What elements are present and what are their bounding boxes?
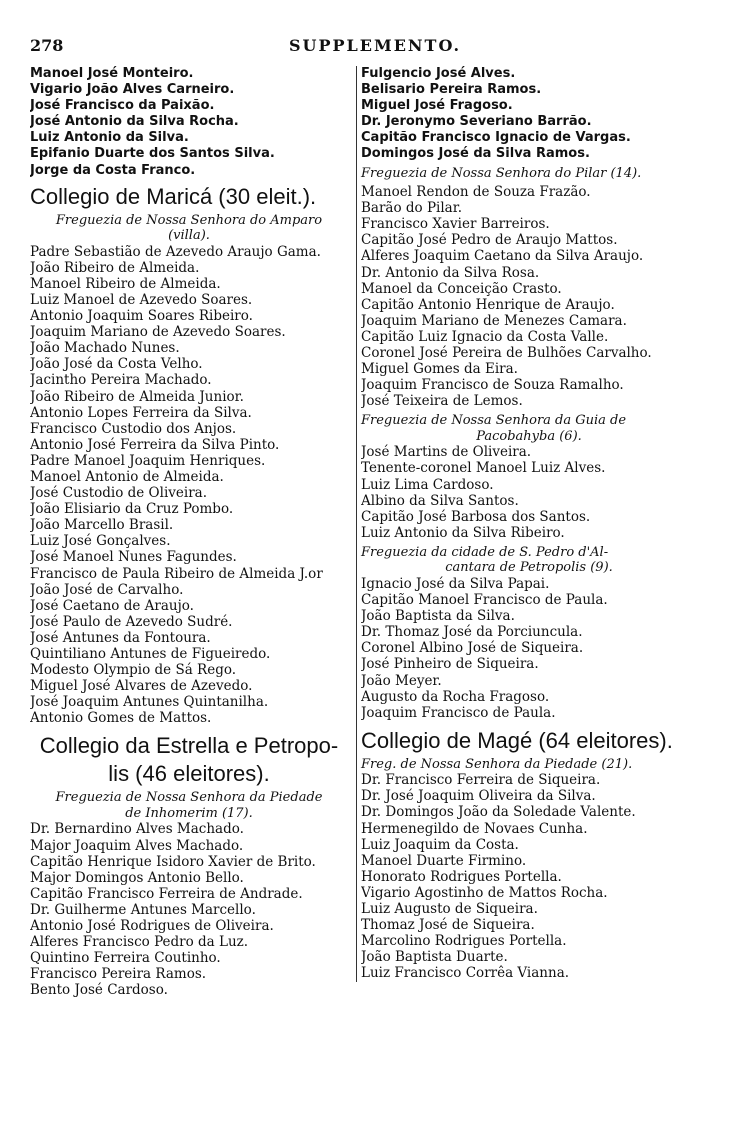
list-item: Manoel Ribeiro de Almeida. [30, 275, 221, 292]
list-item: Dr. Thomaz José da Porciuncula. [361, 624, 583, 641]
right-column [356, 66, 697, 982]
list-item: Antonio Joaquim Soares Ribeiro. [30, 308, 253, 325]
list-item: Dr. Guilherme Antunes Marcello. [30, 901, 256, 918]
list-item: Thomaz José de Siqueira. [361, 917, 535, 934]
page-number: 278 [30, 36, 64, 55]
list-item: Joaquim Francisco de Souza Ramalho. [361, 377, 624, 394]
list-item: Jacintho Pereira Machado. [30, 372, 212, 389]
list-item: Antonio José Rodrigues de Oliveira. [30, 918, 274, 935]
list-item: Manoel da Conceição Crasto. [361, 280, 562, 297]
list-item: Belisario Pereira Ramos. [361, 82, 542, 98]
list-item: João Baptista da Silva. [361, 608, 515, 625]
parish-heading-petropolis: Freguezia da cidade de S. Pedro d'Al- [361, 544, 609, 560]
list-item: João Elisiario da Cruz Pombo. [30, 501, 234, 518]
list-item: Alferes Joaquim Caetano da Silva Araujo. [361, 248, 644, 265]
name-list-estrella [30, 821, 348, 998]
list-item: José Francisco da Paixão. [30, 98, 215, 114]
left-column [30, 66, 348, 999]
list-item: Dr. Jeronymo Severiano Barrão. [361, 114, 592, 130]
section-heading-marica: Collegio de Maricá (30 eleit.). [30, 183, 317, 209]
list-item: José Paulo de Azevedo Sudré. [30, 613, 233, 630]
list-item: Dr. Antonio da Silva Rosa. [361, 264, 540, 281]
list-item: Fulgencio José Alves. [361, 66, 516, 81]
list-item: Dr. Bernardino Alves Machado. [30, 821, 244, 838]
list-item: Honorato Rodrigues Portella. [361, 868, 562, 885]
parish-heading-guia: Freguezia de Nossa Senhora da Guia de [361, 413, 627, 429]
list-item: João José de Carvalho. [30, 581, 184, 598]
list-item: Capitão Antonio Henrique de Araujo. [361, 296, 615, 313]
list-item: Capitão Henrique Isidoro Xavier de Brito. [30, 853, 316, 870]
list-item: Bento José Cardoso. [30, 982, 168, 999]
list-item: Vigario Agostinho de Mattos Rocha. [361, 884, 608, 901]
parish-heading-petropolis-cont: cantara de Petropolis (9). [445, 560, 613, 576]
list-item: José Caetano de Araujo. [30, 597, 194, 614]
list-item: Dr. José Joaquim Oliveira da Silva. [361, 788, 596, 805]
intro-list-left [30, 66, 348, 179]
list-item: José Custodio de Oliveira. [30, 485, 207, 502]
list-item: José Manoel Nunes Fagundes. [30, 549, 237, 566]
list-item: Padre Sebastião de Azevedo Araujo Gama. [30, 243, 321, 260]
list-item: Hermenegildo de Novaes Cunha. [361, 820, 588, 837]
list-item: Major Domingos Antonio Bello. [30, 869, 244, 886]
list-item: Antonio Gomes de Mattos. [30, 710, 212, 727]
list-item: Modesto Olympio de Sá Rego. [30, 662, 237, 679]
list-item: Manoel Antonio de Almeida. [30, 468, 224, 485]
list-item: Augusto da Rocha Fragoso. [361, 688, 550, 705]
list-item: Marcolino Rodrigues Portella. [361, 933, 567, 950]
list-item: João Meyer. [361, 672, 442, 689]
parish-heading-inhomerim: Freguezia de Nossa Senhora da Piedade [55, 790, 323, 806]
parish-heading-pilar: Freguezia de Nossa Senhora do Pilar (14). [361, 165, 642, 181]
list-item: Capitão Luiz Ignacio da Costa Valle. [361, 328, 609, 345]
list-item: Vigario João Alves Carneiro. [30, 82, 235, 98]
list-item: Capitão José Pedro de Araujo Mattos. [361, 232, 618, 249]
name-list-pilar [361, 184, 697, 409]
list-item: Quintino Ferreira Coutinho. [30, 950, 221, 967]
list-item: João Ribeiro de Almeida Junior. [30, 388, 244, 405]
list-item: Capitão Manoel Francisco de Paula. [361, 592, 608, 609]
list-item: José Antunes da Fontoura. [30, 629, 211, 646]
list-item: Joaquim Francisco de Paula. [361, 704, 556, 721]
list-item: Joaquim Mariano de Menezes Camara. [361, 312, 627, 329]
list-item: Antonio Lopes Ferreira da Silva. [30, 404, 252, 421]
name-list-marica [30, 244, 348, 727]
list-item: Coronel José Pereira de Bulhões Carvalho. [361, 345, 652, 361]
list-item: Manoel Duarte Firmino. [361, 852, 527, 869]
list-item: Luiz Antonio da Silva Ribeiro. [361, 524, 565, 541]
list-item: Padre Manoel Joaquim Henriques. [30, 452, 266, 469]
list-item: Joaquim Mariano de Azevedo Soares. [30, 324, 286, 341]
section-heading-mage: Collegio de Magé (64 eleitores). [361, 727, 673, 753]
list-item: Quintiliano Antunes de Figueiredo. [30, 646, 271, 662]
list-item: Manoel José Monteiro. [30, 66, 194, 81]
list-item: José Pinheiro de Siqueira. [361, 656, 539, 673]
name-list-guia [361, 444, 697, 541]
list-item: Epifanio Duarte dos Santos Silva. [30, 146, 275, 162]
list-item: João Machado Nunes. [30, 340, 180, 357]
list-item: Luiz José Gonçalves. [30, 533, 171, 550]
list-item: Luiz Joaquim da Costa. [361, 836, 519, 853]
page-header [30, 36, 720, 60]
list-item: Dr. Domingos João da Soledade Valente. [361, 804, 636, 821]
list-item: Francisco Custodio dos Anjos. [30, 420, 237, 437]
list-item: João José da Costa Velho. [30, 356, 203, 373]
list-item: José Antonio da Silva Rocha. [30, 114, 239, 130]
list-item: Luiz Francisco Corrêa Vianna. [361, 965, 570, 982]
list-item: José Martins de Oliveira. [361, 444, 532, 461]
parish-heading-amparo-cont: (villa). [168, 228, 210, 244]
list-item: João Ribeiro de Almeida. [30, 259, 200, 276]
list-item: Ignacio José da Silva Papai. [361, 575, 550, 592]
list-item: Barão do Pilar. [361, 200, 462, 217]
list-item: Luiz Augusto de Siqueira. [361, 901, 538, 918]
parish-heading-guia-cont: Pacobahyba (6). [476, 428, 582, 444]
list-item: José Joaquim Antunes Quintanilha. [30, 694, 269, 711]
list-item: Albino da Silva Santos. [361, 492, 519, 509]
list-item: Capitão Francisco Ignacio de Vargas. [361, 130, 631, 146]
section-heading-estrella: Collegio da Estrella e Petropo- [39, 733, 339, 759]
list-item: Antonio José Ferreira da Silva Pinto. [30, 436, 280, 453]
name-list-petropolis [361, 576, 697, 721]
list-item: Francisco Xavier Barreiros. [361, 216, 550, 233]
list-item: Jorge da Costa Franco. [30, 162, 196, 178]
name-list-mage [361, 772, 697, 981]
list-item: Major Joaquim Alves Machado. [30, 837, 244, 854]
list-item: Luiz Lima Cardoso. [361, 476, 494, 493]
list-item: Coronel Albino José de Siqueira. [361, 640, 584, 657]
parish-heading-inhomerim-cont: de Inhomerim (17). [125, 805, 253, 821]
list-item: Manoel Rendon de Souza Frazão. [361, 184, 591, 201]
list-item: Capitão José Barbosa dos Santos. [361, 508, 591, 525]
page-title: SUPPLEMENTO. [288, 36, 462, 55]
list-item: Tenente-coronel Manoel Luiz Alves. [361, 460, 606, 477]
list-item: Miguel José Fragoso. [361, 98, 513, 114]
list-item: Francisco Pereira Ramos. [30, 966, 207, 983]
list-item: Miguel Gomes da Eira. [361, 361, 518, 378]
list-item: Domingos José da Silva Ramos. [361, 146, 590, 162]
parish-heading-mage: Freg. de Nossa Senhora da Piedade (21). [361, 756, 633, 772]
list-item: Luiz Manoel de Azevedo Soares. [30, 291, 253, 308]
list-item: João Marcello Brasil. [30, 517, 174, 534]
list-item: Capitão Francisco Ferreira de Andrade. [30, 885, 303, 902]
section-heading-estrella-cont: lis (46 eleitores). [108, 761, 270, 787]
intro-list-right [361, 66, 697, 163]
list-item: Alferes Francisco Pedro da Luz. [30, 934, 249, 951]
list-item: João Baptista Duarte. [361, 949, 508, 966]
parish-heading-amparo: Freguezia de Nossa Senhora do Amparo [55, 212, 323, 228]
list-item: Francisco de Paula Ribeiro de Almeida J.or [30, 565, 323, 582]
list-item: Miguel José Alvares de Azevedo. [30, 678, 253, 695]
list-item: Dr. Francisco Ferreira de Siqueira. [361, 772, 601, 789]
list-item: José Teixeira de Lemos. [361, 393, 523, 410]
list-item: Luiz Antonio da Silva. [30, 130, 189, 146]
